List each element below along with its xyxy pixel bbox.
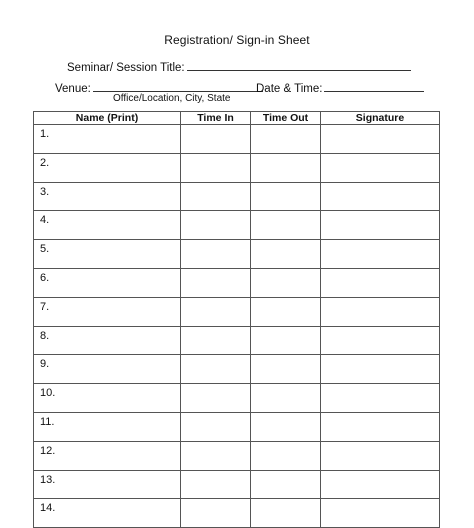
sheet-title: Registration/ Sign-in Sheet [164, 33, 310, 47]
time-out-cell[interactable] [251, 297, 321, 326]
row-number: 3. [40, 185, 50, 198]
table-row [34, 297, 440, 326]
signature-cell[interactable] [321, 326, 440, 355]
table-row [34, 355, 440, 384]
name-cell[interactable] [34, 355, 181, 384]
time-out-cell[interactable] [251, 153, 321, 182]
name-cell[interactable] [34, 268, 181, 297]
signature-cell[interactable] [321, 499, 440, 528]
name-cell[interactable] [34, 297, 181, 326]
time-in-cell[interactable] [181, 384, 251, 413]
table-row [34, 384, 440, 413]
table-body [34, 125, 440, 528]
signature-cell[interactable] [321, 182, 440, 211]
time-out-cell[interactable] [251, 211, 321, 240]
time-out-cell[interactable] [251, 470, 321, 499]
signature-cell[interactable] [321, 211, 440, 240]
name-cell[interactable] [34, 470, 181, 499]
signature-cell[interactable] [321, 470, 440, 499]
table-row [34, 412, 440, 441]
table-row [34, 240, 440, 269]
row-number: 7. [40, 300, 50, 313]
header-name-print: Name (Print) [34, 112, 181, 125]
name-cell[interactable] [34, 499, 181, 528]
time-in-cell[interactable] [181, 153, 251, 182]
time-in-cell[interactable] [181, 412, 251, 441]
signature-cell[interactable] [321, 153, 440, 182]
venue-label: Venue: [55, 83, 91, 95]
table-row [34, 326, 440, 355]
time-out-cell[interactable] [251, 326, 321, 355]
seminar-title-label: Seminar/ Session Title: [67, 62, 185, 74]
time-in-cell[interactable] [181, 182, 251, 211]
row-number: 5. [40, 243, 50, 256]
time-out-cell[interactable] [251, 499, 321, 528]
name-cell[interactable] [34, 384, 181, 413]
time-in-cell[interactable] [181, 268, 251, 297]
time-out-cell[interactable] [251, 412, 321, 441]
time-out-cell[interactable] [251, 182, 321, 211]
date-time-blank-line[interactable] [324, 81, 424, 92]
table-row [34, 470, 440, 499]
date-time-label: Date & Time: [256, 83, 323, 95]
row-number: 2. [40, 156, 50, 169]
header-time-out: Time Out [251, 112, 321, 125]
row-number: 10. [40, 387, 56, 400]
name-cell[interactable] [34, 441, 181, 470]
table-row [34, 268, 440, 297]
name-cell[interactable] [34, 125, 181, 154]
row-number: 4. [40, 214, 50, 227]
sign-in-table [33, 111, 440, 528]
header-time-in: Time In [181, 112, 251, 125]
table-row [34, 499, 440, 528]
name-cell[interactable] [34, 326, 181, 355]
table-row [34, 125, 440, 154]
time-in-cell[interactable] [181, 470, 251, 499]
seminar-title-row [67, 60, 411, 74]
time-out-cell[interactable] [251, 268, 321, 297]
signature-cell[interactable] [321, 355, 440, 384]
row-number: 12. [40, 444, 56, 457]
name-cell[interactable] [34, 412, 181, 441]
time-in-cell[interactable] [181, 211, 251, 240]
time-in-cell[interactable] [181, 326, 251, 355]
time-out-cell[interactable] [251, 125, 321, 154]
row-number: 8. [40, 329, 50, 342]
name-cell[interactable] [34, 211, 181, 240]
signature-cell[interactable] [321, 268, 440, 297]
row-number: 13. [40, 473, 56, 486]
time-out-cell[interactable] [251, 355, 321, 384]
signature-cell[interactable] [321, 125, 440, 154]
table-row [34, 182, 440, 211]
signature-cell[interactable] [321, 297, 440, 326]
venue-hint: Office/Location, City, State [113, 93, 231, 104]
time-in-cell[interactable] [181, 297, 251, 326]
time-out-cell[interactable] [251, 240, 321, 269]
header-signature: Signature [321, 112, 440, 125]
row-number: 1. [40, 128, 50, 140]
table-row [34, 211, 440, 240]
time-in-cell[interactable] [181, 355, 251, 384]
signature-cell[interactable] [321, 240, 440, 269]
time-in-cell[interactable] [181, 240, 251, 269]
name-cell[interactable] [34, 182, 181, 211]
name-cell[interactable] [34, 153, 181, 182]
time-in-cell[interactable] [181, 499, 251, 528]
name-cell[interactable] [34, 240, 181, 269]
table-row [34, 153, 440, 182]
table-header-row [34, 112, 440, 125]
time-in-cell[interactable] [181, 125, 251, 154]
table-row [34, 441, 440, 470]
venue-blank-line[interactable] [93, 81, 263, 92]
signature-cell[interactable] [321, 441, 440, 470]
time-in-cell[interactable] [181, 441, 251, 470]
date-time-row [256, 81, 424, 95]
signature-cell[interactable] [321, 384, 440, 413]
row-number: 9. [40, 358, 50, 371]
row-number: 6. [40, 271, 50, 284]
time-out-cell[interactable] [251, 384, 321, 413]
signature-cell[interactable] [321, 412, 440, 441]
time-out-cell[interactable] [251, 441, 321, 470]
row-number: 11. [40, 415, 55, 428]
row-number: 14. [40, 502, 56, 515]
seminar-title-blank-line[interactable] [187, 60, 411, 71]
